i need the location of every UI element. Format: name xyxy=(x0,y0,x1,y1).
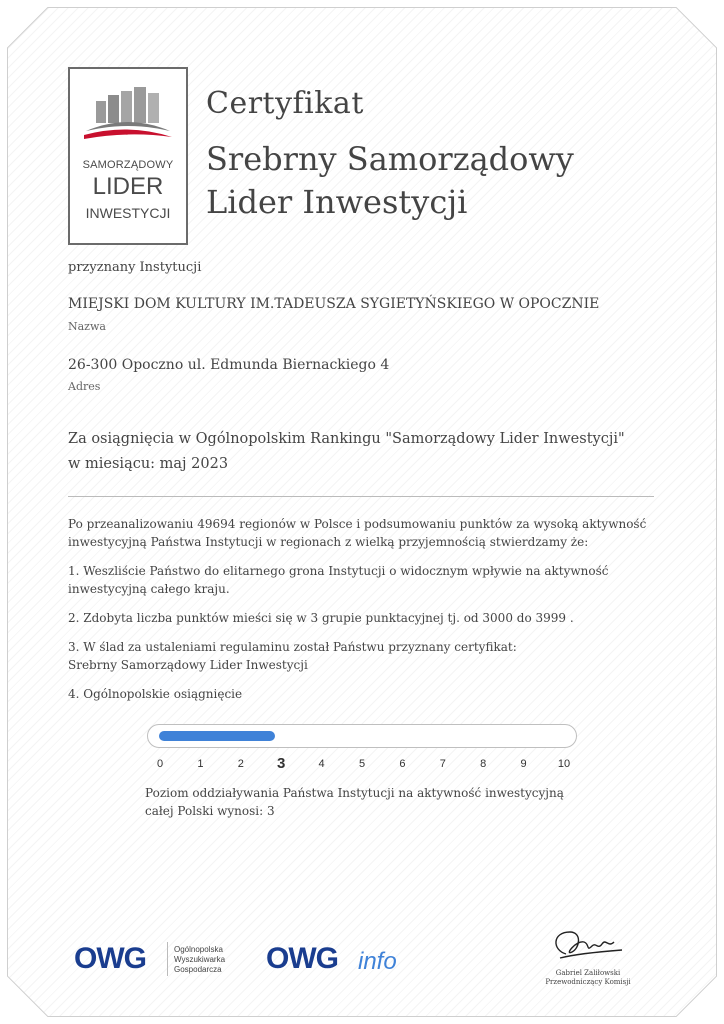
scale-tick-10: 10 xyxy=(557,758,571,770)
scale-tick-7: 7 xyxy=(439,758,446,770)
signer-name: Gabriel Zaliłowski xyxy=(555,969,621,977)
awarded-to-label: przyznany Instytucji xyxy=(68,260,202,275)
signature-image xyxy=(546,924,626,964)
divider xyxy=(68,496,654,497)
logo-line2: LIDER xyxy=(92,173,164,200)
logo-line3: INWESTYCJI xyxy=(85,205,171,221)
level-text-line2: całej Polski wynosi: 3 xyxy=(145,804,275,818)
intro-line2: inwestycyjną Państwa Instytucji w regionach z wielką przyjemnością stwierdzamy że: xyxy=(68,535,589,549)
level-scale xyxy=(147,724,577,748)
achievement-line2: w miesiącu: maj 2023 xyxy=(68,456,229,472)
institution-name-label: Nazwa xyxy=(68,320,106,333)
title-certyfikat: Certyfikat xyxy=(206,86,364,121)
owg-caption-1: Ogólnopolska xyxy=(174,945,223,954)
title-line3: Lider Inwestycji xyxy=(206,183,468,221)
buildings-icon xyxy=(70,69,186,159)
point1-line2: inwestycyjną całego kraju. xyxy=(68,582,230,596)
owg-wordmark: OWG xyxy=(74,942,146,975)
signer-role: Przewodniczący Komisji xyxy=(545,978,631,986)
point3-line1: 3. W ślad za ustaleniami regulaminu został Państwu przyznany certyfikat: xyxy=(68,640,517,654)
institution-address-label: Adres xyxy=(68,380,101,393)
scale-tick-1: 1 xyxy=(197,758,204,770)
scale-tick-3: 3 xyxy=(277,755,286,772)
owg-info-suffix: info xyxy=(358,948,397,975)
scale-tick-2: 2 xyxy=(237,758,244,770)
owg-info-wordmark: OWG xyxy=(266,942,338,975)
owg-caption-2: Wyszukiwarka xyxy=(174,955,226,964)
point1-line1: 1. Weszliście Państwo do elitarnego grona Instytucji o widocznym wpływie na aktywność xyxy=(68,564,609,578)
logo-line1: SAMORZĄDOWY xyxy=(82,159,174,171)
scale-tick-9: 9 xyxy=(520,758,527,770)
owg-info-logo xyxy=(266,936,426,986)
owg-logo xyxy=(74,936,254,986)
point4: 4. Ogólnopolskie osiągnięcie xyxy=(68,687,243,701)
point2: 2. Zdobyta liczba punktów mieści się w 3 grupie punktacyjnej tj. od 3000 do 3999 . xyxy=(68,611,574,625)
point3-line2: Srebrny Samorządowy Lider Inwestycji xyxy=(68,658,308,672)
achievement-line1: Za osiągnięcia w Ogólnopolskim Rankingu "Samorządowy Lider Inwestycji" xyxy=(68,431,625,447)
scale-tick-8: 8 xyxy=(480,758,487,770)
samorzadowy-lider-logo xyxy=(68,67,188,245)
level-bar-fill xyxy=(159,731,275,741)
scale-tick-5: 5 xyxy=(358,758,366,770)
owg-caption-3: Gospodarcza xyxy=(174,965,222,974)
level-text-line1: Poziom oddziaływania Państwa Instytucji na aktywność inwestycyjną xyxy=(145,786,564,800)
intro-line1: Po przeanalizowaniu 49694 regionów w Polsce i podsumowaniu punktów za wysoką aktywność xyxy=(68,517,647,531)
scale-tick-4: 4 xyxy=(318,758,325,770)
title-line2: Srebrny Samorządowy xyxy=(206,140,574,178)
scale-tick-6: 6 xyxy=(399,758,406,770)
institution-name: MIEJSKI DOM KULTURY IM.TADEUSZA SYGIETYŃSKIEGO W OPOCZNIE xyxy=(68,296,600,312)
scale-tick-0: 0 xyxy=(156,758,164,770)
institution-address: 26-300 Opoczno ul. Edmunda Biernackiego 4 xyxy=(68,357,390,373)
